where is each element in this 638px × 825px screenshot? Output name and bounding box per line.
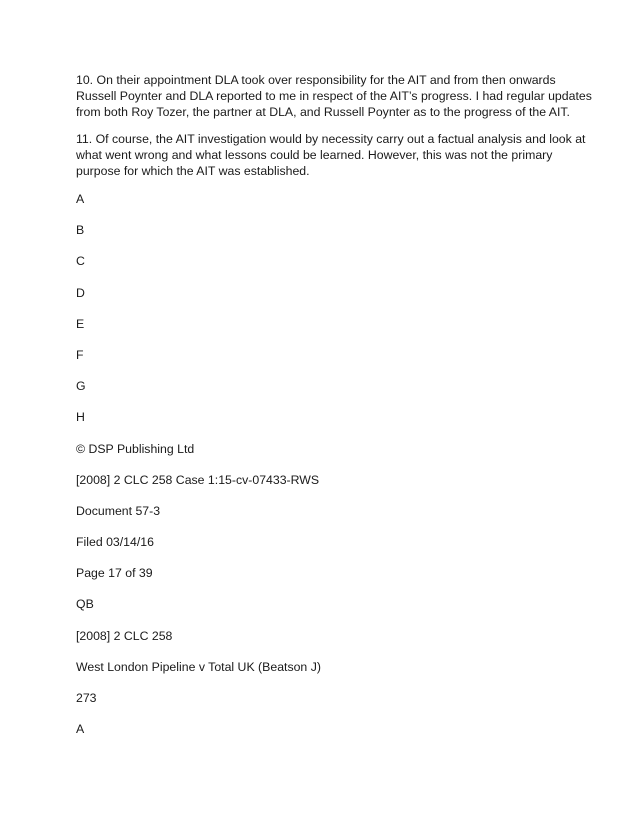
margin-letter-e: E xyxy=(76,316,85,331)
paragraph-line: from both Roy Tozer, the partner at DLA, and Russell Poynter as to the progress of the AIT. xyxy=(76,105,570,119)
report-page-number: 273 xyxy=(76,691,97,705)
paragraph-line: purpose for which the AIT was established. xyxy=(76,164,310,178)
paragraph-line: 11. Of course, the AIT investigation would by necessity carry out a factual analysis and look at xyxy=(76,132,586,146)
copyright-notice: © DSP Publishing Ltd xyxy=(76,441,195,456)
margin-letter-d: D xyxy=(76,285,85,300)
report-citation: [2008] 2 CLC 258 xyxy=(76,628,173,643)
margin-letter-h: H xyxy=(76,410,85,425)
paragraph-line: Russell Poynter and DLA reported to me in respect of the AIT’s progress. I had regular updates xyxy=(76,89,592,103)
margin-letter-a-next: A xyxy=(76,722,85,737)
margin-letter-g: G xyxy=(76,379,86,394)
margin-letter-b: B xyxy=(76,223,85,238)
paragraph-line: what went wrong and what lessons could be learned. However, this was not the primary xyxy=(76,148,553,162)
page-indicator: Page 17 of 39 xyxy=(76,566,153,581)
case-title: West London Pipeline v Total UK (Beatson J) xyxy=(76,659,321,674)
page-content xyxy=(76,72,592,752)
filed-date: Filed 03/14/16 xyxy=(76,535,154,550)
margin-letter-f: F xyxy=(76,347,84,362)
case-citation: [2008] 2 CLC 258 Case 1:15-cv-07433-RWS xyxy=(76,472,320,487)
paragraph-11 xyxy=(76,131,586,179)
paragraph-10 xyxy=(76,72,592,120)
margin-letter-c: C xyxy=(76,254,85,269)
margin-letter-a: A xyxy=(76,192,85,206)
court-division: QB xyxy=(76,597,94,612)
margin-letters-and-footer xyxy=(76,191,562,737)
paragraph-line: 10. On their appointment DLA took over responsibility for the AIT and from then onwards xyxy=(76,73,556,87)
document-number: Document 57-3 xyxy=(76,503,161,518)
